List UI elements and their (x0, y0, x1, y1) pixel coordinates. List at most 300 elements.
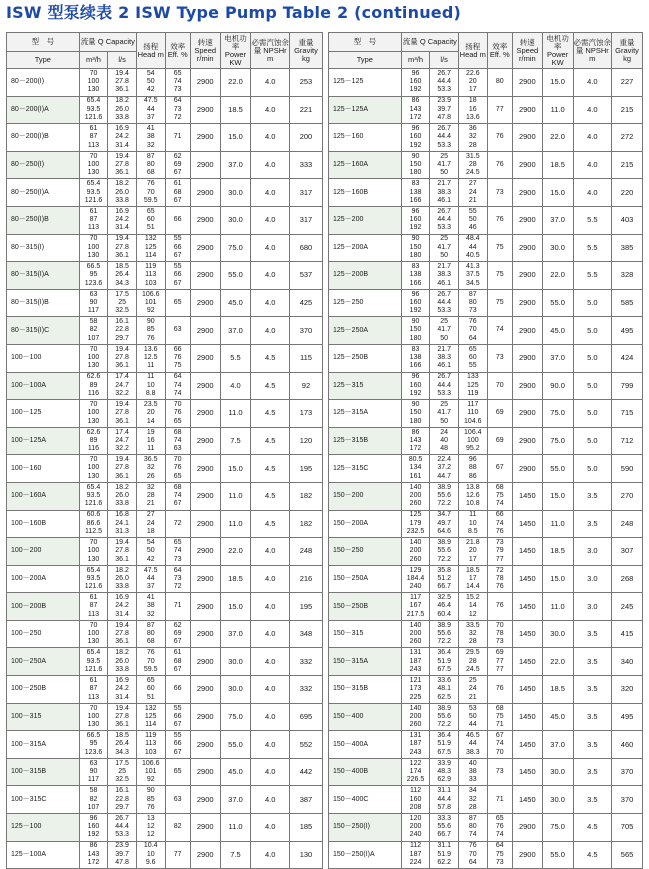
head-value: 59.5 (143, 665, 158, 673)
speed-cell: 2900 (512, 427, 542, 455)
eff-cell (487, 179, 512, 207)
ls-value: 34.3 (115, 279, 129, 287)
pump-type-cell: 125－250 (329, 289, 402, 317)
head-value: 13.6 (143, 345, 158, 353)
col-npsh: 必需汽蚀余量 NPSHr m (573, 33, 612, 69)
power-cell: 30.0 (542, 786, 573, 814)
head-cell (136, 372, 165, 400)
eff-cell (487, 124, 512, 152)
m3h-value: 130 (87, 721, 100, 729)
eff-value: 65 (173, 417, 182, 425)
npsh-cell: 3.5 (573, 786, 612, 814)
head-cell (136, 69, 165, 97)
table-row (329, 731, 643, 759)
m3h-value: 89 (89, 436, 98, 444)
ls-value: 25 (118, 298, 126, 306)
ls-value: 24.2 (115, 216, 129, 224)
ls-cell (108, 841, 137, 869)
m3h-cell (79, 565, 108, 593)
npsh-cell: 3.5 (573, 703, 612, 731)
m3h-cell (401, 206, 430, 234)
power-cell: 37.0 (220, 317, 251, 345)
table-row (7, 593, 323, 621)
m3h-cell (79, 400, 108, 428)
m3h-value: 174 (409, 767, 422, 775)
head-value: 76 (146, 180, 155, 188)
head-value: 27 (468, 180, 477, 188)
m3h-cell (79, 510, 108, 538)
npsh-cell: 5.0 (573, 427, 612, 455)
m3h-cell (401, 841, 430, 869)
ls-cell (430, 151, 459, 179)
weight-cell: 712 (612, 427, 643, 455)
ls-value: 27.8 (115, 78, 129, 86)
col-power: 电机功率 Power KW (542, 33, 573, 69)
power-cell: 75.0 (542, 427, 573, 455)
speed-cell: 2900 (512, 344, 542, 372)
head-value: 18 (146, 527, 155, 535)
table-row (7, 344, 323, 372)
eff-value: 73 (495, 354, 504, 362)
ls-value: 22.4 (437, 456, 451, 464)
eff-value: 73 (173, 555, 182, 563)
col-npsh: 必需汽蚀余量 NPSHr m (251, 33, 290, 69)
weight-cell: 268 (612, 565, 643, 593)
m3h-value: 83 (411, 345, 420, 353)
m3h-value: 113 (87, 224, 100, 232)
head-value: 38.3 (465, 748, 480, 756)
table-row (7, 648, 323, 676)
ls-value: 33.9 (437, 759, 451, 767)
m3h-cell (79, 289, 108, 317)
ls-cell (108, 427, 137, 455)
speed-cell: 2900 (190, 317, 220, 345)
m3h-value: 138 (409, 188, 422, 196)
head-cell (458, 703, 487, 731)
speed-cell: 2900 (190, 344, 220, 372)
m3h-value: 100 (87, 78, 100, 86)
eff-cell (487, 786, 512, 814)
speed-cell: 2900 (512, 455, 542, 483)
table-row (7, 151, 323, 179)
m3h-value: 90 (411, 318, 420, 326)
ls-value: 32.2 (115, 389, 129, 397)
ls-value: 18.2 (115, 649, 129, 657)
pump-type-cell: 150－400 (329, 703, 402, 731)
ls-value: 41.7 (437, 409, 451, 417)
eff-cell (165, 344, 190, 372)
ls-cell (108, 317, 137, 345)
head-value: 46 (468, 224, 477, 232)
speed-cell: 2900 (190, 620, 220, 648)
pump-type-cell: 100－200B (7, 593, 80, 621)
ls-value: 44.4 (437, 216, 451, 224)
head-cell (458, 400, 487, 428)
ls-cell (108, 289, 137, 317)
head-value: 28 (468, 803, 477, 811)
head-cell (136, 565, 165, 593)
pump-type-cell: 80－200(I)B (7, 124, 80, 152)
m3h-value: 82 (89, 326, 98, 334)
head-cell (458, 234, 487, 262)
ls-value: 16.1 (115, 787, 129, 795)
table-row (329, 510, 643, 538)
m3h-cell (401, 676, 430, 704)
table-row (329, 538, 643, 566)
weight-cell: 425 (289, 289, 322, 317)
pump-type-cell: 100－160B (7, 510, 80, 538)
eff-value: 77 (173, 850, 182, 858)
head-value: 55 (468, 207, 477, 215)
m3h-value: 70 (89, 456, 98, 464)
speed-cell: 2900 (190, 731, 220, 759)
head-cell (136, 344, 165, 372)
ls-cell (108, 593, 137, 621)
head-value: 12 (146, 823, 155, 831)
eff-value: 66 (173, 712, 182, 720)
table-row (329, 372, 643, 400)
m3h-value: 172 (409, 445, 422, 453)
m3h-cell (79, 96, 108, 124)
ls-value: 27.8 (115, 464, 129, 472)
speed-cell: 2900 (190, 427, 220, 455)
ls-value: 18.5 (115, 732, 129, 740)
m3h-value: 130 (87, 472, 100, 480)
pump-type-cell: 80－250(I)A (7, 179, 80, 207)
eff-cell (487, 400, 512, 428)
ls-value: 67.5 (437, 665, 451, 673)
ls-value: 25 (440, 318, 449, 326)
weight-cell: 227 (612, 69, 643, 97)
m3h-value: 60.6 (86, 511, 101, 519)
head-value: 32 (468, 133, 477, 141)
m3h-value: 65.4 (86, 180, 101, 188)
weight-cell: 320 (612, 676, 643, 704)
eff-value: 68 (173, 428, 182, 436)
m3h-cell (79, 703, 108, 731)
weight-cell: 495 (612, 317, 643, 345)
m3h-value: 192 (409, 141, 422, 149)
m3h-cell (79, 455, 108, 483)
ls-value: 31.1 (437, 842, 451, 850)
eff-value: 72 (173, 519, 182, 527)
npsh-cell: 4.0 (251, 703, 290, 731)
speed-cell: 2900 (512, 69, 542, 97)
eff-value: 64 (173, 566, 182, 574)
ls-value: 34.3 (115, 748, 129, 756)
head-cell (136, 703, 165, 731)
ls-value: 55.6 (437, 492, 451, 500)
head-cell (136, 648, 165, 676)
m3h-cell (401, 731, 430, 759)
m3h-cell (401, 400, 430, 428)
head-value: 38 (146, 602, 155, 610)
m3h-value: 150 (409, 160, 422, 168)
weight-cell: 460 (612, 731, 643, 759)
m3h-value: 123.6 (84, 279, 103, 287)
ls-value: 38.3 (437, 188, 451, 196)
head-value: 23.5 (143, 400, 158, 408)
eff-value: 67 (173, 252, 182, 259)
table-row (7, 206, 323, 234)
ls-value: 21.7 (437, 180, 451, 188)
ls-value: 17.5 (115, 759, 129, 767)
weight-cell: 348 (289, 620, 322, 648)
head-cell (136, 206, 165, 234)
m3h-value: 140 (409, 538, 422, 546)
head-cell (458, 731, 487, 759)
m3h-value: 96 (89, 814, 98, 822)
speed-cell: 1450 (512, 565, 542, 593)
ls-value: 19.4 (115, 345, 129, 353)
npsh-cell: 3.0 (573, 565, 612, 593)
ls-value: 25 (118, 767, 126, 775)
m3h-value: 93.5 (86, 492, 101, 500)
ls-value: 44.4 (437, 795, 451, 803)
eff-value: 66 (173, 740, 182, 748)
pump-type-cell: 125－160 (329, 124, 402, 152)
head-value: 32 (468, 630, 477, 638)
head-value: 133 (466, 373, 479, 381)
head-cell (458, 786, 487, 814)
head-value: 60 (146, 685, 155, 693)
ls-value: 35.8 (437, 566, 451, 574)
power-cell: 55.0 (220, 731, 251, 759)
ls-value: 19.4 (115, 456, 129, 464)
head-value: 10 (146, 850, 155, 858)
ls-value: 32.5 (115, 776, 129, 784)
ls-value: 67.5 (437, 748, 451, 756)
m3h-value: 90 (411, 235, 420, 243)
pump-type-cell: 150－200 (329, 482, 402, 510)
speed-cell: 2900 (512, 814, 542, 842)
table-row (329, 234, 643, 262)
pump-type-cell: 150－315A (329, 648, 402, 676)
eff-cell (165, 179, 190, 207)
eff-cell (165, 455, 190, 483)
ls-value: 62.2 (437, 859, 451, 867)
m3h-value: 130 (87, 86, 100, 94)
table-row (7, 538, 323, 566)
eff-cell (487, 151, 512, 179)
m3h-value: 143 (409, 105, 422, 113)
ls-value: 25 (440, 152, 449, 160)
eff-value: 67 (173, 169, 182, 177)
eff-value: 75 (495, 243, 504, 251)
head-value: 73 (468, 307, 477, 315)
head-value: 12.6 (465, 492, 480, 500)
ls-value: 26.7 (437, 69, 451, 77)
power-cell: 22.0 (542, 124, 573, 152)
table-row (7, 289, 323, 317)
eff-cell (487, 731, 512, 759)
eff-value: 71 (173, 133, 182, 141)
npsh-cell: 4.0 (573, 96, 612, 124)
eff-cell (487, 344, 512, 372)
m3h-value: 166 (409, 279, 422, 287)
npsh-cell: 4.0 (573, 69, 612, 97)
m3h-value: 200 (409, 547, 422, 555)
eff-value: 67 (173, 196, 182, 204)
head-value: 46.5 (465, 732, 480, 740)
power-cell: 30.0 (542, 758, 573, 786)
ls-value: 64.6 (437, 527, 451, 535)
eff-value: 66 (173, 243, 182, 251)
ls-value: 44.4 (115, 823, 129, 831)
ls-value: 72.2 (437, 721, 451, 729)
m3h-value: 217.5 (406, 610, 425, 618)
head-value: 125 (144, 243, 157, 251)
m3h-value: 113 (87, 610, 100, 618)
weight-cell: 332 (289, 676, 322, 704)
power-cell: 5.5 (220, 344, 251, 372)
col-power: 电机功率 Power KW (220, 33, 251, 69)
eff-cell (165, 510, 190, 538)
pump-type-cell: 125－250B (329, 344, 402, 372)
eff-value: 73 (495, 638, 504, 646)
ls-cell (108, 510, 137, 538)
ls-value: 66.7 (437, 831, 451, 839)
head-value: 68 (146, 169, 155, 177)
table-row (329, 786, 643, 814)
npsh-cell: 4.0 (251, 179, 290, 207)
eff-value: 74 (495, 519, 504, 527)
eff-value: 77 (495, 657, 504, 665)
pump-type-cell: 150－250(I) (329, 814, 402, 842)
head-value: 90 (146, 318, 155, 326)
eff-value: 70 (495, 381, 504, 389)
pump-table-left-body (7, 69, 323, 869)
eff-cell (165, 262, 190, 290)
ls-cell (430, 124, 459, 152)
table-row (329, 703, 643, 731)
speed-cell: 2900 (512, 151, 542, 179)
ls-cell (108, 372, 137, 400)
npsh-cell: 3.5 (573, 731, 612, 759)
m3h-value: 160 (409, 381, 422, 389)
pump-type-cell: 100－160 (7, 455, 80, 483)
power-cell: 18.5 (542, 538, 573, 566)
head-value: 24.5 (465, 169, 480, 177)
ls-value: 26.7 (437, 207, 451, 215)
m3h-cell (401, 455, 430, 483)
pump-type-cell: 150－250(I)A (329, 841, 402, 869)
ls-value: 44.4 (437, 381, 451, 389)
head-cell (458, 620, 487, 648)
head-value: 87 (146, 152, 155, 160)
m3h-value: 166 (409, 196, 422, 204)
m3h-value: 113 (87, 693, 100, 701)
m3h-cell (401, 234, 430, 262)
weight-cell: 424 (612, 344, 643, 372)
m3h-value: 100 (87, 630, 100, 638)
ls-value: 33.3 (437, 814, 451, 822)
speed-cell: 2900 (190, 289, 220, 317)
ls-value: 25 (440, 400, 449, 408)
weight-cell: 495 (612, 703, 643, 731)
head-value: 28 (468, 657, 477, 665)
speed-cell: 2900 (512, 841, 542, 869)
m3h-value: 93.5 (86, 574, 101, 582)
head-value: 125 (144, 712, 157, 720)
weight-cell: 370 (612, 758, 643, 786)
ls-cell (108, 262, 137, 290)
head-value: 48.4 (465, 235, 480, 243)
m3h-cell (401, 317, 430, 345)
m3h-value: 160 (409, 795, 422, 803)
speed-cell: 1450 (512, 510, 542, 538)
ls-cell (108, 565, 137, 593)
m3h-value: 61 (89, 676, 98, 684)
ls-cell (108, 758, 137, 786)
head-cell (458, 96, 487, 124)
power-cell: 22.0 (220, 538, 251, 566)
pump-type-cell: 150－200A (329, 510, 402, 538)
m3h-cell (401, 96, 430, 124)
ls-value: 44.4 (437, 133, 451, 141)
ls-value: 16.9 (115, 207, 129, 215)
ls-value: 36.1 (115, 252, 129, 259)
ls-value: 27.8 (115, 712, 129, 720)
m3h-value: 150 (409, 409, 422, 417)
eff-value: 65 (173, 767, 182, 775)
m3h-value: 112 (409, 842, 422, 850)
eff-value: 72 (173, 114, 182, 122)
eff-value: 66 (495, 511, 504, 519)
m3h-value: 173 (409, 685, 422, 693)
head-cell (458, 510, 487, 538)
m3h-value: 160 (409, 216, 422, 224)
pump-type-cell: 100－200 (7, 538, 80, 566)
eff-value: 82 (173, 823, 182, 831)
eff-value: 64 (173, 97, 182, 105)
eff-value: 64 (173, 373, 182, 381)
eff-value: 55 (173, 704, 182, 712)
eff-cell (487, 69, 512, 97)
ls-value: 23.9 (437, 97, 451, 105)
power-cell: 37.0 (220, 620, 251, 648)
head-value: 95.2 (465, 445, 480, 453)
eff-cell (487, 482, 512, 510)
eff-cell (165, 841, 190, 869)
ls-value: 33.8 (115, 114, 129, 122)
ls-value: 19.4 (115, 704, 129, 712)
pump-type-cell: 100－250B (7, 676, 80, 704)
power-cell: 15.0 (220, 455, 251, 483)
npsh-cell: 4.5 (251, 482, 290, 510)
head-value: 87 (468, 814, 477, 822)
eff-value: 73 (173, 86, 182, 94)
power-cell: 75.0 (220, 703, 251, 731)
eff-cell (487, 289, 512, 317)
power-cell: 37.0 (220, 786, 251, 814)
eff-value: 55 (173, 263, 182, 270)
ls-value: 29.7 (115, 334, 129, 342)
m3h-value: 140 (409, 621, 422, 629)
ls-cell (108, 69, 137, 97)
head-value: 80 (146, 160, 155, 168)
weight-cell: 715 (612, 400, 643, 428)
ls-value: 47.8 (437, 114, 451, 122)
head-value: 60 (146, 216, 155, 224)
head-value: 68 (146, 638, 155, 646)
head-value: 64 (468, 859, 477, 867)
head-cell (458, 317, 487, 345)
ls-value: 55.6 (437, 823, 451, 831)
eff-value: 65 (495, 814, 504, 822)
m3h-value: 121.6 (84, 500, 103, 508)
head-value: 20 (468, 78, 477, 86)
